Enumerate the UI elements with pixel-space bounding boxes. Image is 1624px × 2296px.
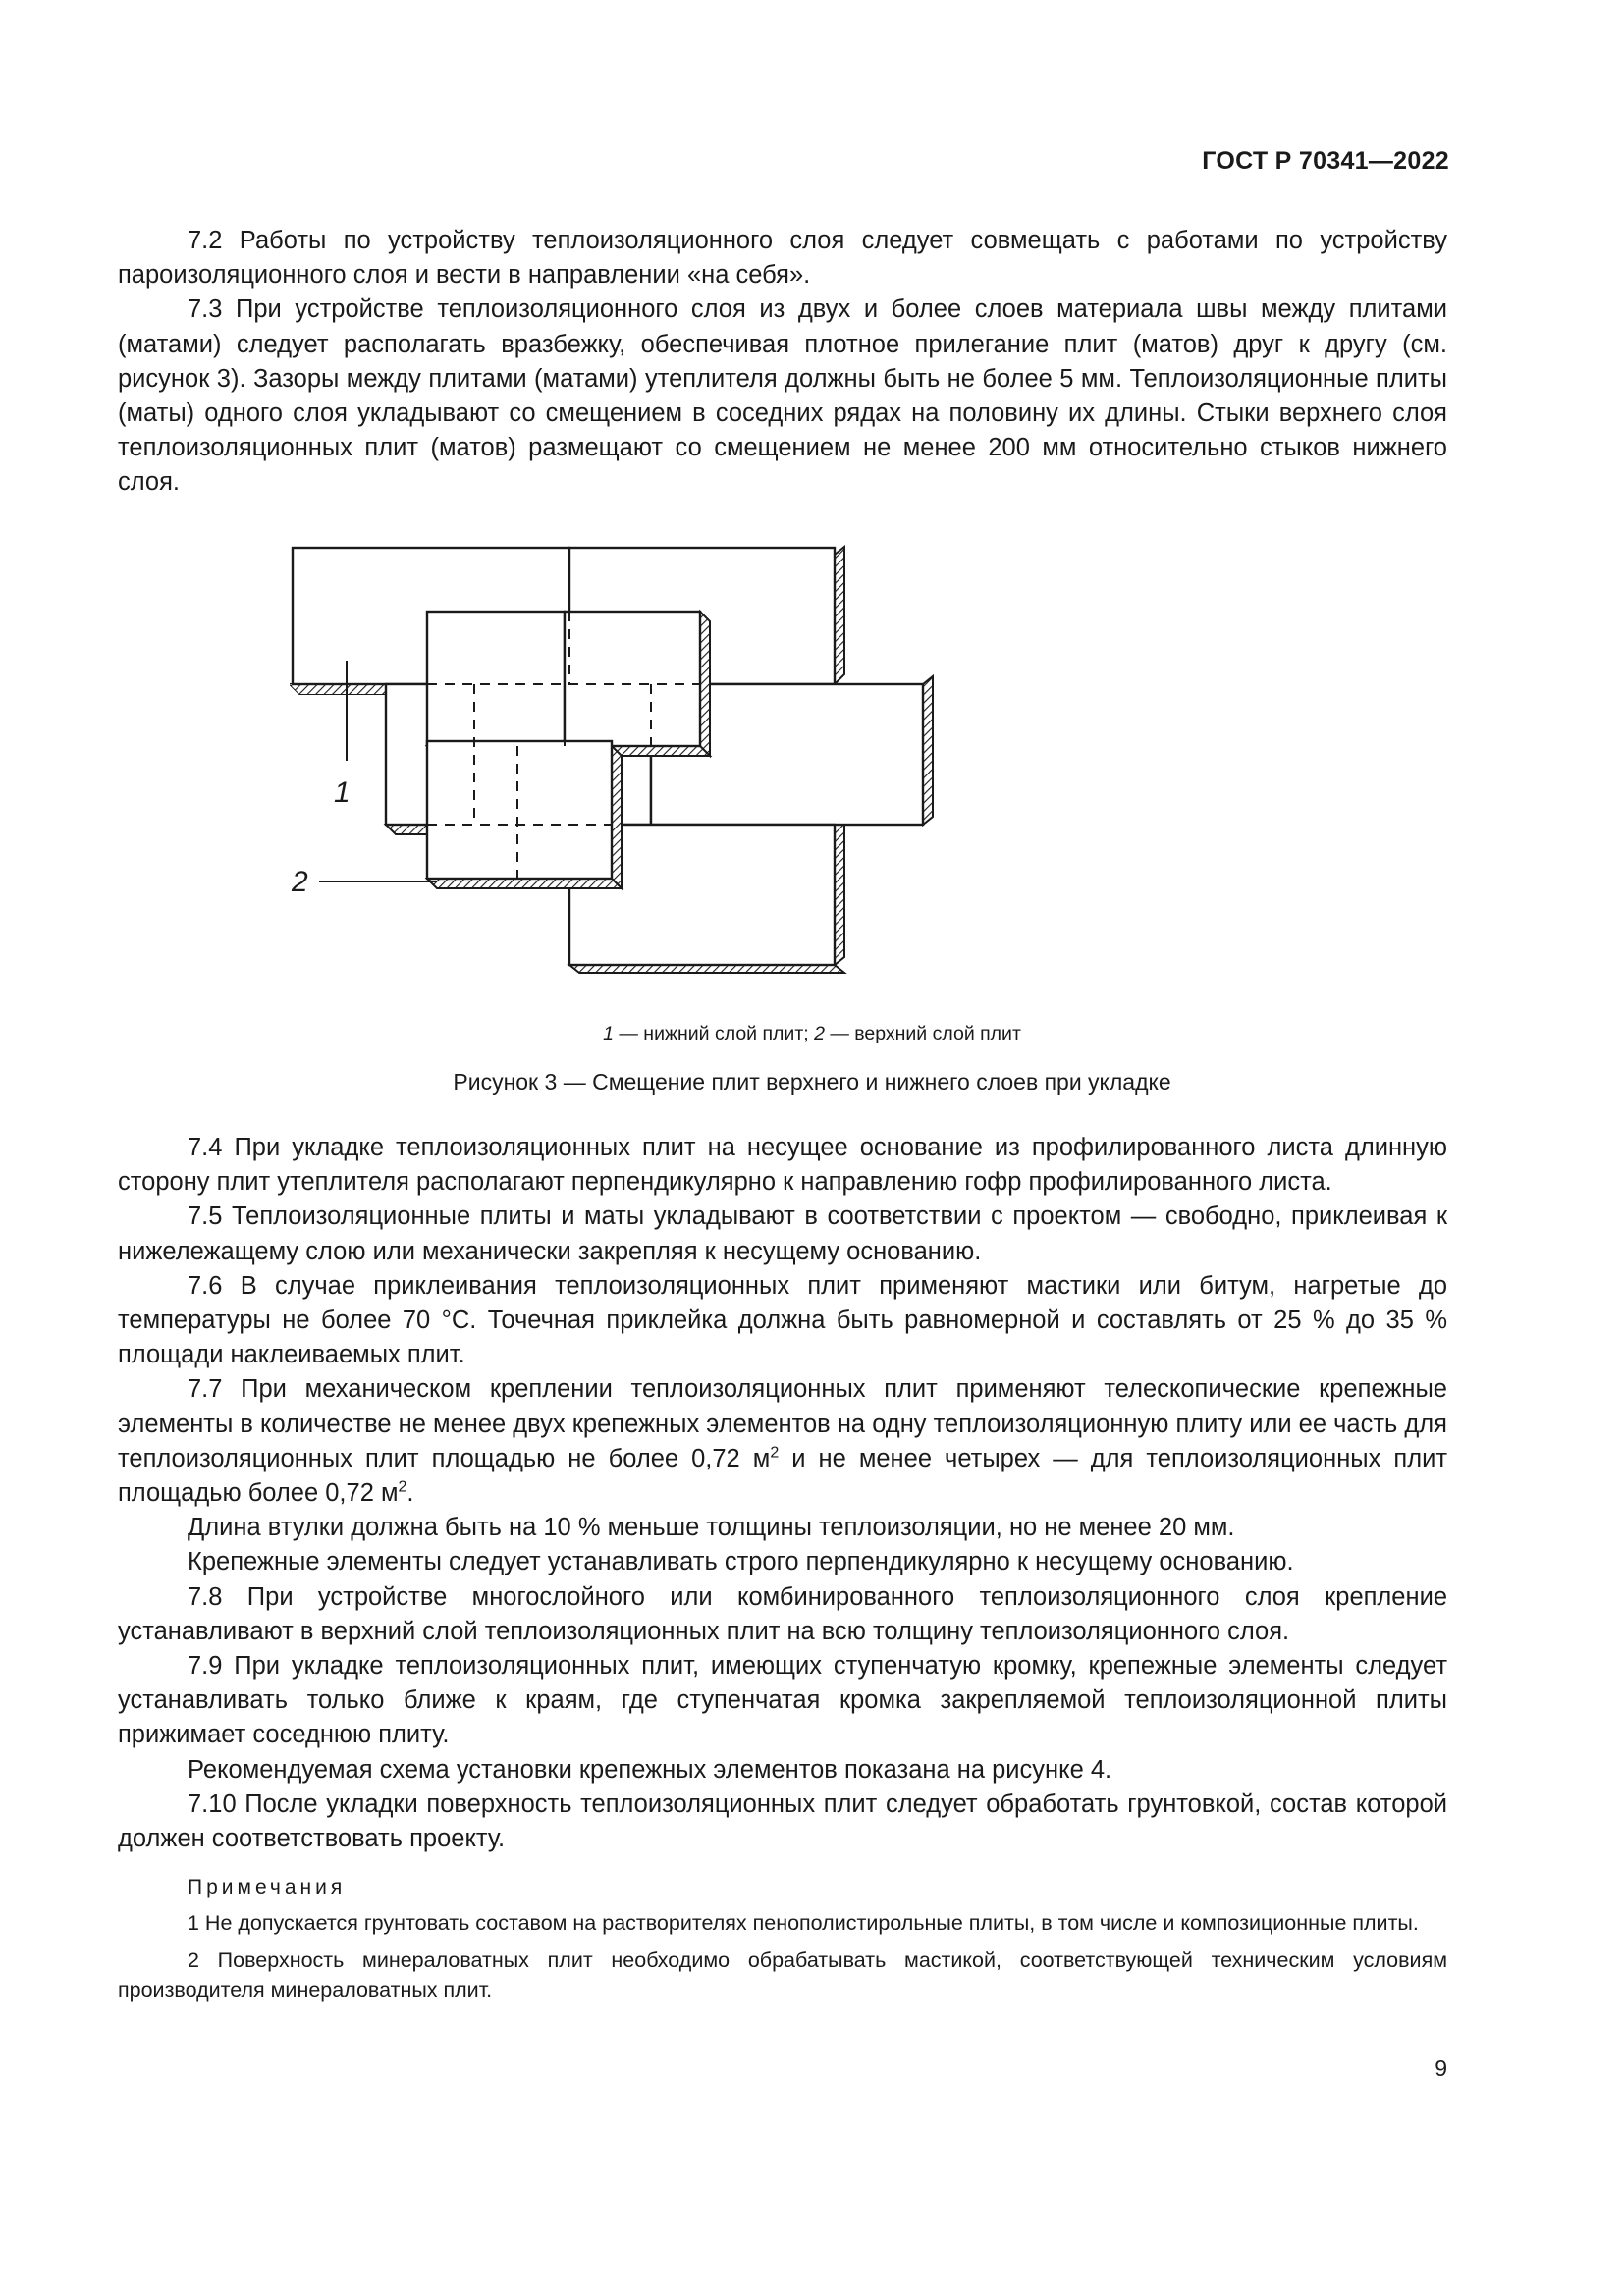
legend-text-2: — верхний слой плит [824,1023,1021,1044]
p77-part-a: 7.7 При механическом креплении теплоизоляционных плит применяют телескопические крепежные элементы в количестве не менее двух крепежных элементов на одну теплоизоляционную плиту или ее часть для теплоизоляционных плит площадью не более 0,72 м [118,1375,1447,1472]
notes-title: Примечания [188,1876,347,1899]
note-1: 1 Не допускается грунтовать составом на растворителях пенополистирольные плиты, в том числе и композиционные плиты. [188,1911,1419,1936]
legend-num-1: 1 [603,1023,614,1044]
paragraph-7-9: 7.9 При укладке теплоизоляционных плит, имеющих ступенчатую кромку, крепежные элементы следует устанавливать только ближе к краям, где ступенчатая кромка закрепляемой теплоизоляционной плиты прижимает соседнюю плиту. [118,1652,1447,1749]
label-1: 1 [334,776,351,809]
paragraph-7-9-scheme: Рекомендуемая схема установки крепежных элементов показана на рисунке 4. [188,1755,1112,1784]
paragraph-7-5: 7.5 Теплоизоляционные плиты и маты укладывают в соответствии с проектом — свободно, приклеивая к нижележащему слою или механически закрепляя к несущему основанию. [118,1202,1447,1265]
paragraph-7-10: 7.10 После укладки поверхность теплоизоляционных плит следует обработать грунтовкой, состав которой должен соответствовать проекту. [118,1789,1447,1853]
figure-caption: Рисунок 3 — Смещение плит верхнего и нижнего слоев при укладке [453,1069,1171,1095]
paragraph-7-7 [118,1372,1447,1511]
legend-num-2: 2 [814,1023,825,1044]
paragraph-7-4: 7.4 При укладке теплоизоляционных плит на несущее основание из профилированного листа длинную сторону плит утеплителя располагают перпендикулярно к направлению гофр профилированного листа. [118,1134,1447,1197]
p77-sup-2: 2 [398,1478,407,1496]
figure-3-diagram [290,545,1272,987]
p77-part-c: . [406,1479,414,1508]
p77-part-b: и не менее четырех — для теплоизоляционных плит площадью более 0,72 м [118,1444,1448,1508]
text-block-top [118,224,1447,501]
page-number: 9 [1435,2056,1447,2081]
paragraph-7-6: 7.6 В случае приклеивания теплоизоляционных плит применяют мастики или битум, нагретые до температуры не более 70 °С. Точечная приклейка должна быть равномерной и составлять от 25 % до 35 % площади наклеиваемых плит. [118,1271,1447,1369]
paragraph-7-2: 7.2 Работы по устройству теплоизоляционного слоя следует совмещать с работами по устройству пароизоляционного слоя и вести в направлении «на себя». [118,227,1447,290]
document-code: ГОСТ Р 70341—2022 [1202,147,1449,175]
paragraph-7-3: 7.3 При устройстве теплоизоляционного слоя из двух и более слоев материала швы между плитами (матами) следует располагать вразбежку, обеспечивая плотное прилегание плит (матов) друг к другу (см. рисунок 3). Зазоры между плитами (матами) утеплителя должны быть не более 5 мм. Теплоизоляционные плиты (маты) одного слоя укладывают со смещением в соседних рядах на половину их длины. Стыки верхнего слоя теплоизоляционных плит (матов) размещают со смещением не менее 200 мм относительно стыков нижнего слоя. [118,295,1447,497]
paragraph-7-7-sleeve: Длина втулки должна быть на 10 % меньше толщины теплоизоляции, но не менее 20 мм. [188,1514,1235,1542]
legend-text-1: — нижний слой плит; [613,1023,815,1044]
text-block-bottom [118,1131,1447,2012]
paragraph-7-7-fasteners: Крепежные элементы следует устанавливать строго перпендикулярно к несущему основанию. [188,1548,1294,1576]
p77-sup-1: 2 [770,1444,780,1462]
paragraph-7-8: 7.8 При устройстве многослойного или комбинированного теплоизоляционного слоя крепление устанавливают в верхний слой теплоизоляционных плит на всю толщину теплоизоляционного слоя. [118,1582,1447,1645]
figure-legend [0,1023,1624,1045]
note-2: 2 Поверхность минераловатных плит необходимо обрабатывать мастикой, соответствующей техническим условиям производителя минераловатных плит. [118,1949,1447,2002]
label-2: 2 [292,866,308,898]
